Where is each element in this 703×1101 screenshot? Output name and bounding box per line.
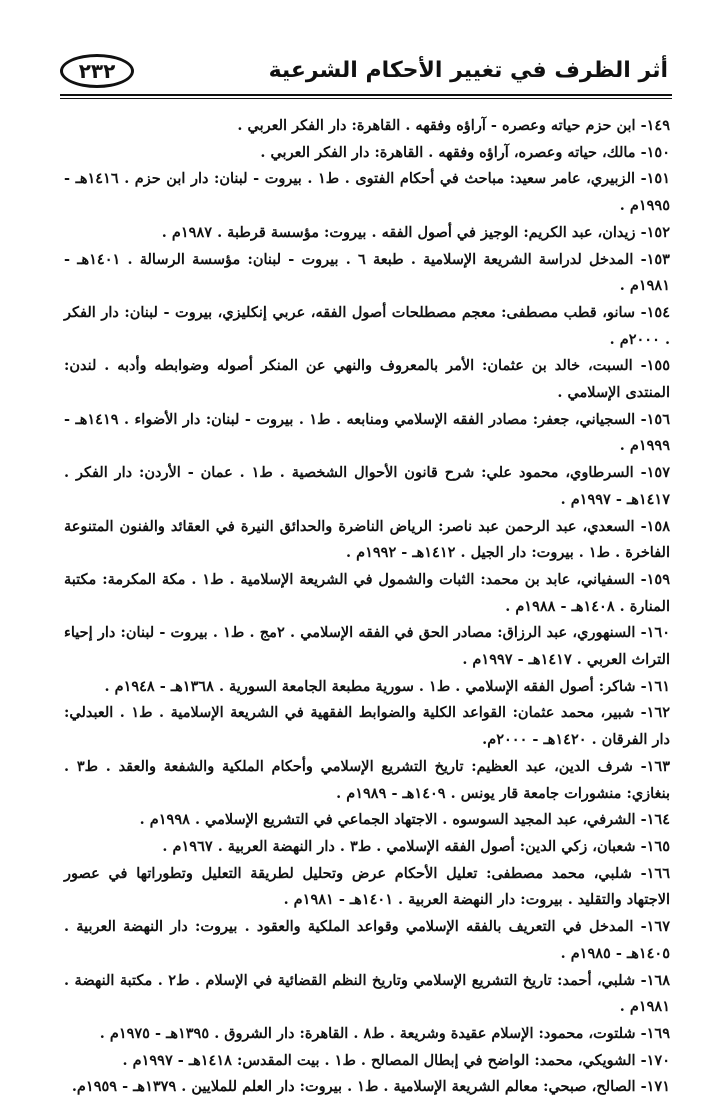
reference-entry-168: ١٦٨- شلبي، أحمد: تاريخ التشريع الإسلامي وتاريخ النظم القضائية في الإسلام . ط٢ . مكتبة النهضة . ١٩٨١م . [64, 971, 670, 1016]
reference-entry-149: ١٤٩- ابن حزم حياته وعصره - آراؤه وفقهه . القاهرة: دار الفكر العربي . [237, 117, 670, 134]
reference-entry-170: ١٧٠- الشويكي، محمد: الواضح في إبطال المصالح . ط١ . بيت المقدس: ١٤١٨هـ - ١٩٩٧م . [122, 1051, 670, 1069]
header-rule-thin [60, 98, 672, 99]
page-number-badge [60, 54, 134, 88]
reference-entry-154: ١٥٤- سانو، قطب مصطفى: معجم مصطلحات أصول الفقه، عربي إنكليزي، بيروت - لبنان: دار الفكر . ٢٠٠٠م . [64, 303, 670, 348]
reference-entry-164: ١٦٤- الشرفي، عبد المجيد السوسوه . الاجتهاد الجماعي في التشريع الإسلامي . ١٩٩٨م . [139, 811, 670, 829]
reference-entry-160: ١٦٠- السنهوري، عبد الرزاق: مصادر الحق في الفقه الإسلامي . ٢مج . ط١ . بيروت - لبنان: دار إحياء التراث العربي . ١٤١٧هـ - ١٩٩٧م . [64, 624, 670, 669]
reference-entry-158: ١٥٨- السعدي، عبد الرحمن عبد ناصر: الرياض الناضرة والحدائق النيرة في العقائد والفنون المتنوعة الفاخرة . ط١ . بيروت: دار الجيل . ١٤١٢هـ - ١٩٩٢م . [64, 517, 670, 562]
bibliography-list [64, 113, 670, 1101]
page-number: ٢٣٢ [78, 59, 116, 83]
reference-entry-155: ١٥٥- السبت، خالد بن عثمان: الأمر بالمعروف والنهي عن المنكر أصوله وضوابطه وأدبه . لندن: المنتدى الإسلامي . [64, 357, 670, 402]
header-rule-thick [60, 94, 672, 96]
page-header [60, 48, 672, 98]
reference-entry-169: ١٦٩- شلتوت، محمود: الإسلام عقيدة وشريعة . ط٨ . القاهرة: دار الشروق . ١٣٩٥هـ - ١٩٧٥م . [99, 1024, 670, 1042]
reference-entry-161: ١٦١- شاكر: أصول الفقه الإسلامي . ط١ . سورية مطبعة الجامعة السورية . ١٣٦٨هـ - ١٩٤٨م . [104, 677, 670, 695]
reference-entry-165: ١٦٥- شعبان، زكي الدين: أصول الفقه الإسلامي . ط٣ . دار النهضة العربية . ١٩٦٧م . [162, 837, 670, 855]
reference-entry-150: ١٥٠- مالك، حياته وعصره، آراؤه وفقهه . القاهرة: دار الفكر العربي . [260, 143, 670, 161]
running-title: أثر الظرف في تغيير الأحكام الشرعية [268, 58, 668, 83]
reference-entry-151: ١٥١- الزبيري، عامر سعيد: مباحث في أحكام الفتوى . ط١ . بيروت - لبنان: دار ابن حزم . ١٤١٦هـ - ١٩٩٥م . [64, 170, 670, 215]
reference-entry-152: ١٥٢- زيدان، عبد الكريم: الوجيز في أصول الفقه . بيروت: مؤسسة قرطبة . ١٩٨٧م . [161, 223, 670, 241]
reference-entry-171: ١٧١- الصالح، صبحي: معالم الشريعة الإسلامية . ط١ . بيروت: دار العلم للملايين . ١٣٧٩هـ - ١٩٥٩م. [71, 1078, 670, 1096]
reference-entry-166: ١٦٦- شلبي، محمد مصطفى: تعليل الأحكام عرض وتحليل لطريقة التعليل وتطوراتها في عصور الاجتهاد والتقليد . بيروت: دار النهضة العربية . ١٤٠١هـ - ١٩٨١م . [64, 864, 670, 909]
reference-entry-163: ١٦٣- شرف الدين، عبد العظيم: تاريخ التشريع الإسلامي وأحكام الملكية والشفعة والعقد . ط٣ . بنغازي: منشورات جامعة قار يونس . ١٤٠٩هـ - ١٩٨٩م . [64, 757, 670, 802]
reference-entry-156: ١٥٦- السجياني، جعفر: مصادر الفقه الإسلامي ومنابعه . ط١ . بيروت - لبنان: دار الأضواء . ١٤١٩هـ - ١٩٩٩م . [64, 410, 670, 455]
reference-entry-162: ١٦٢- شبير، محمد عثمان: القواعد الكلية والضوابط الفقهية في الشريعة الإسلامية . ط١ . العبدلي: دار الفرقان . ١٤٢٠هـ - ٢٠٠٠م. [64, 704, 671, 749]
reference-entry-167: ١٦٧- المدخل في التعريف بالفقه الإسلامي وقواعد الملكية والعقود . بيروت: دار النهضة العربية . ١٤٠٥هـ - ١٩٨٥م . [64, 918, 670, 962]
reference-entry-153: ١٥٣- المدخل لدراسة الشريعة الإسلامية . طبعة ٦ . بيروت - لبنان: مؤسسة الرسالة . ١٤٠١هـ - ١٩٨١م . [64, 250, 670, 295]
reference-entry-157: ١٥٧- السرطاوي، محمود علي: شرح قانون الأحوال الشخصية . ط١ . عمان - الأردن: دار الفكر . ١٤١٧هـ - ١٩٩٧م . [64, 464, 670, 508]
reference-entry-159: ١٥٩- السفياني، عابد بن محمد: الثبات والشمول في الشريعة الإسلامية . ط١ . مكة المكرمة: مكتبة المنارة . ١٤٠٨هـ - ١٩٨٨م . [64, 570, 670, 615]
